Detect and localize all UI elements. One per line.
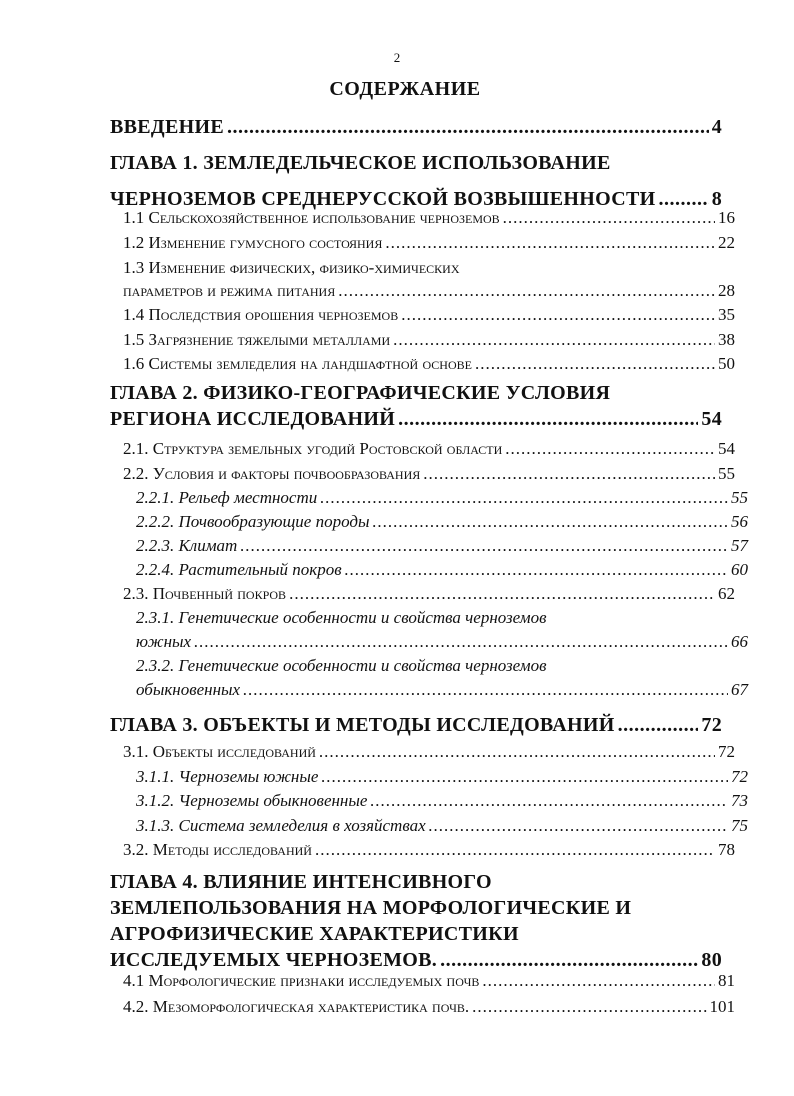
- dot-leader: [240, 534, 728, 558]
- dot-leader: [423, 462, 715, 485]
- toc-entry-text: ГЛАВА 3. ОБЪЕКТЫ И МЕТОДЫ ИССЛЕДОВАНИЙ: [110, 714, 615, 736]
- toc-page-number: 55: [718, 464, 735, 483]
- dot-leader: [505, 437, 715, 460]
- page-title: СОДЕРЖАНИЕ: [329, 78, 481, 100]
- dot-leader: [618, 710, 699, 740]
- toc-page-number: 50: [718, 354, 735, 373]
- dot-leader: [475, 352, 715, 375]
- toc-entry: [110, 789, 748, 813]
- toc-entry-text: 2.3.1. Генетические особенности и свойства черноземов: [136, 608, 547, 627]
- toc-entry: [110, 654, 748, 702]
- toc-entry-text: 1.4 Последствия орошения черноземов: [123, 305, 399, 324]
- toc-page-number: 101: [709, 997, 735, 1016]
- toc-entry-text: ЗЕМЛЕПОЛЬЗОВАНИЯ НА МОРФОЛОГИЧЕСКИЕ И: [110, 897, 632, 919]
- toc-entry-text: ИССЛЕДУЕМЫХ ЧЕРНОЗЕМОВ.: [110, 949, 438, 971]
- toc-entry: [110, 462, 735, 485]
- toc-entry: [110, 582, 735, 605]
- dot-leader: [472, 995, 706, 1018]
- toc-page-number: 54: [718, 439, 735, 458]
- toc-page-number: 28: [718, 281, 735, 300]
- toc-entry-text: 3.2. Методы исследований: [123, 840, 312, 859]
- toc-entry-text: 2.3.2. Генетические особенности и свойства черноземов: [136, 656, 547, 675]
- toc-entry: [110, 510, 748, 534]
- toc-entry: [110, 969, 735, 992]
- toc-entry: [110, 206, 735, 229]
- page-number: 2: [393, 50, 401, 65]
- toc-entry: [110, 231, 735, 254]
- toc-entry-text: ГЛАВА 1. ЗЕМЛЕДЕЛЬЧЕСКОЕ ИСПОЛЬЗОВАНИЕ: [110, 152, 611, 174]
- toc-entry-text: ВВЕДЕНИЕ: [110, 116, 224, 138]
- toc-entry-text: РЕГИОНА ИССЛЕДОВАНИЙ: [110, 408, 396, 430]
- toc-page-number: 54: [701, 408, 722, 430]
- toc-entry: [110, 710, 722, 740]
- toc-page-number: 56: [731, 512, 748, 531]
- toc-entry: [110, 995, 735, 1018]
- dot-leader: [373, 510, 729, 534]
- dot-leader: [398, 406, 698, 432]
- toc-entry-text: 3.1.2. Черноземы обыкновенные: [136, 791, 368, 810]
- dot-leader: [345, 558, 728, 582]
- toc-entry-text: 3.1.3. Система земледелия в хозяйствах: [136, 816, 426, 835]
- toc-page-number: 72: [718, 742, 735, 761]
- toc-entry-text: обыкновенных: [136, 680, 241, 699]
- dot-leader: [315, 838, 715, 861]
- toc-page-number: 4: [711, 116, 722, 138]
- toc-entry: [110, 558, 748, 582]
- toc-entry: [110, 606, 748, 654]
- toc-entry: [110, 486, 748, 510]
- toc-page-number: 67: [731, 680, 748, 699]
- toc-page-number: 38: [718, 330, 735, 349]
- toc-entry-text: 2.1. Структура земельных угодий Ростовской области: [123, 439, 503, 458]
- dot-leader: [338, 279, 715, 302]
- toc-entry-text: 1.1 Сельскохозяйственное использование черноземов: [123, 208, 500, 227]
- toc-entry: [110, 380, 722, 432]
- toc-entry: [110, 303, 735, 326]
- toc-entry: [110, 765, 748, 789]
- toc-entry: [110, 437, 735, 460]
- toc-page-number: 75: [731, 816, 748, 835]
- toc-entry-text: 1.5 Загрязнение тяжелыми металлами: [123, 330, 391, 349]
- toc-page-number: 73: [731, 791, 748, 810]
- dot-leader: [319, 740, 715, 763]
- toc-entry-text: 1.3 Изменение физических, физико-химических: [123, 258, 460, 277]
- toc-entry: [110, 740, 735, 763]
- toc-entry-text: 1.6 Системы земледелия на ландшафтной основе: [123, 354, 472, 373]
- toc-entry-text: 2.2.2. Почвообразующие породы: [136, 512, 370, 531]
- dot-leader: [393, 328, 715, 351]
- toc-entry: [110, 352, 735, 375]
- dot-leader: [243, 678, 728, 702]
- toc-entry-text: 2.2. Условия и факторы почвообразования: [123, 464, 421, 483]
- toc-entry-text: 2.2.3. Климат: [136, 536, 238, 555]
- toc-entry: [110, 328, 735, 351]
- toc-entry-text: южных: [136, 632, 192, 651]
- toc-page-number: 80: [701, 949, 722, 971]
- toc-entry-text: 2.2.1. Рельеф местности: [136, 488, 318, 507]
- toc-entry-text: 1.2 Изменение гумусного состояния: [123, 233, 383, 252]
- toc-page-number: 55: [731, 488, 748, 507]
- dot-leader: [289, 582, 715, 605]
- toc-page-number: 81: [718, 971, 735, 990]
- dot-leader: [194, 630, 728, 654]
- toc-page-number: 16: [718, 208, 735, 227]
- toc-page-number: 57: [731, 536, 748, 555]
- dot-leader: [385, 231, 715, 254]
- toc-entry: [110, 534, 748, 558]
- toc-page-number: 60: [731, 560, 748, 579]
- dot-leader: [401, 303, 715, 326]
- toc-entry-text: ЧЕРНОЗЕМОВ СРЕДНЕРУССКОЙ ВОЗВЫШЕННОСТИ: [110, 188, 656, 210]
- dot-leader: [503, 206, 715, 229]
- toc-page-number: 22: [718, 233, 735, 252]
- dot-leader: [429, 814, 728, 838]
- toc-entry-text: 2.2.4. Растительный покров: [136, 560, 342, 579]
- toc-entry-text: 4.1 Морфологические признаки исследуемых почв: [123, 971, 480, 990]
- toc-entry: [110, 838, 735, 861]
- toc-page-number: 78: [718, 840, 735, 859]
- toc-entry-text: 3.1.1. Черноземы южные: [136, 767, 319, 786]
- dot-leader: [482, 969, 715, 992]
- toc-entry: [110, 112, 722, 142]
- toc-page-number: 72: [701, 714, 722, 736]
- dot-leader: [370, 789, 728, 813]
- toc-page-number: 62: [718, 584, 735, 603]
- toc-entry-text: 4.2. Мезоморфологическая характеристика почв.: [123, 997, 470, 1016]
- toc-entry: [110, 256, 735, 302]
- toc-entry-text: АГРОФИЗИЧЕСКИЕ ХАРАКТЕРИСТИКИ: [110, 923, 519, 945]
- toc-entry: [110, 869, 722, 973]
- toc-page-number: 66: [731, 632, 748, 651]
- dot-leader: [320, 486, 728, 510]
- toc-page-number: 35: [718, 305, 735, 324]
- toc-entry-text: ГЛАВА 4. ВЛИЯНИЕ ИНТЕНСИВНОГО: [110, 871, 492, 893]
- dot-leader: [227, 112, 709, 142]
- toc-entry-text: параметров и режима питания: [123, 281, 336, 300]
- toc-entry-text: ГЛАВА 2. ФИЗИКО-ГЕОГРАФИЧЕСКИЕ УСЛОВИЯ: [110, 382, 611, 404]
- dot-leader: [321, 765, 728, 789]
- toc-entry-text: 3.1. Объекты исследований: [123, 742, 316, 761]
- toc-page-number: 8: [711, 188, 722, 210]
- toc-entry: [110, 814, 748, 838]
- toc-page-number: 72: [731, 767, 748, 786]
- toc-entry-text: 2.3. Почвенный покров: [123, 584, 287, 603]
